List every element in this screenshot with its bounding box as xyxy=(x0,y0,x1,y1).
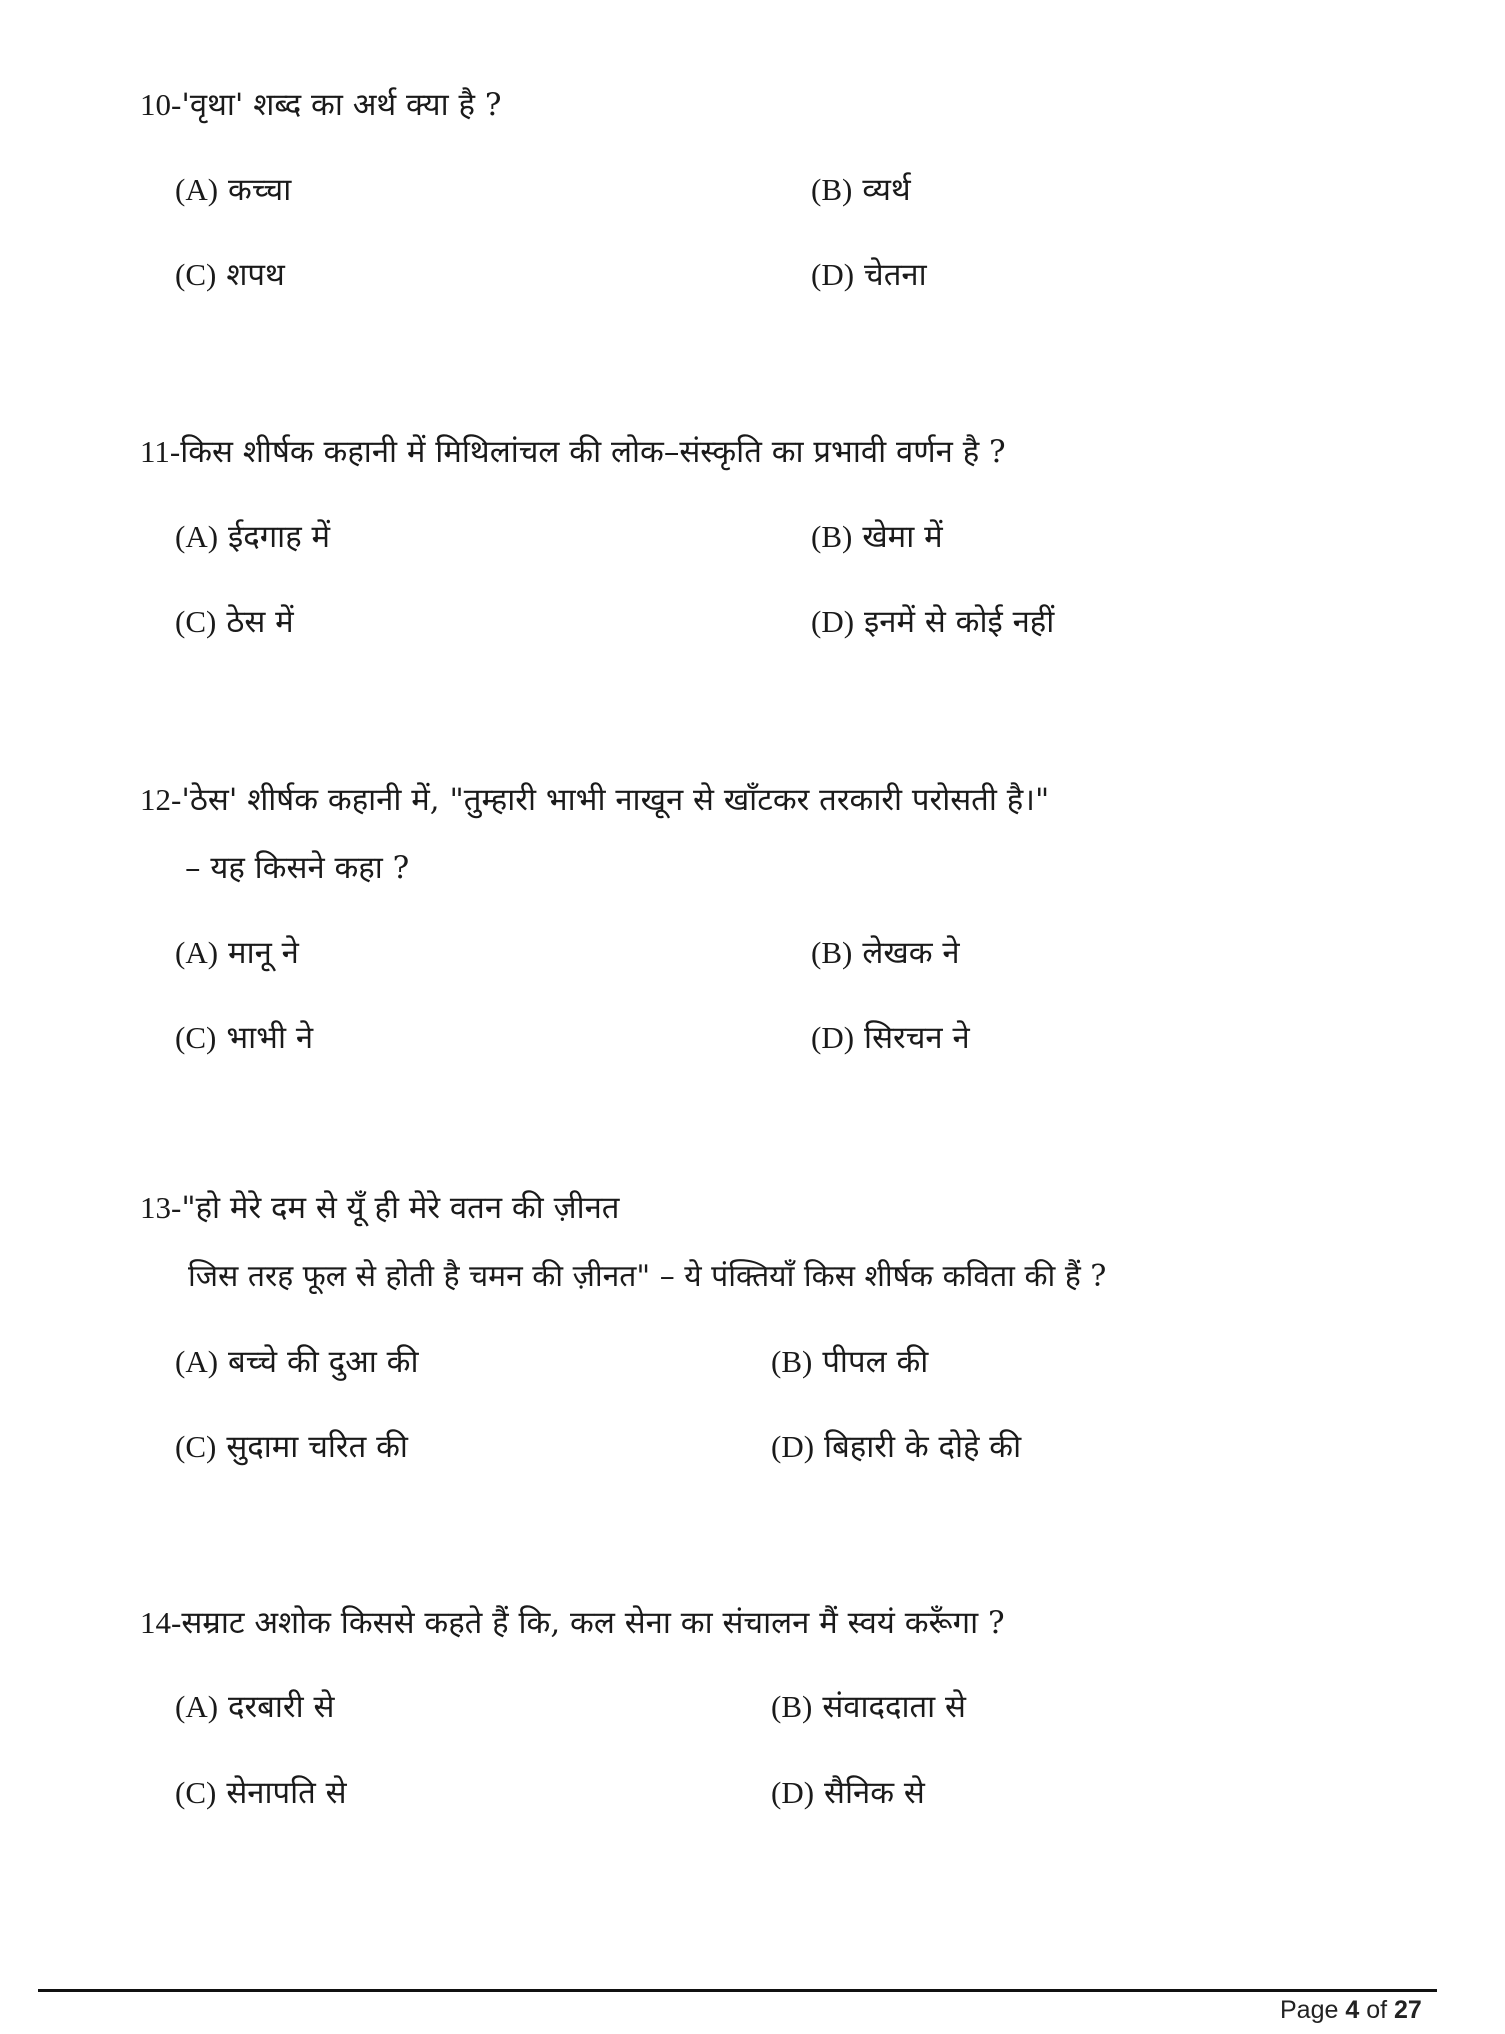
option-label: (C) xyxy=(175,604,217,639)
option-b[interactable] xyxy=(771,1342,928,1382)
option-d[interactable] xyxy=(771,1773,925,1813)
option-text: ईदगाह में xyxy=(228,519,331,555)
option-label: (C) xyxy=(175,1429,217,1464)
option-label: (D) xyxy=(811,257,855,292)
option-text: मानू ने xyxy=(228,935,299,971)
option-a[interactable] xyxy=(175,1342,419,1382)
option-d[interactable] xyxy=(771,1427,1021,1467)
question-number: 12- xyxy=(140,782,182,817)
option-text: कच्चा xyxy=(228,172,292,208)
option-c[interactable] xyxy=(175,602,294,642)
option-b[interactable] xyxy=(811,933,960,973)
option-label: (B) xyxy=(811,519,853,554)
page-prefix: Page xyxy=(1280,1996,1346,2024)
question-text xyxy=(140,1603,1005,1643)
option-c[interactable] xyxy=(175,1018,313,1058)
option-text: भाभी ने xyxy=(226,1020,314,1056)
question-number: 10- xyxy=(140,87,182,122)
option-label: (A) xyxy=(175,1689,219,1724)
option-label: (D) xyxy=(771,1775,815,1810)
option-a[interactable] xyxy=(175,933,299,973)
question-line: किस शीर्षक कहानी में मिथिलांचल की लोक–संस्कृति का प्रभावी वर्णन है ? xyxy=(180,434,1006,470)
option-d[interactable] xyxy=(811,1018,970,1058)
option-text: चेतना xyxy=(864,257,927,293)
option-text: बिहारी के दोहे की xyxy=(824,1429,1022,1465)
option-text: व्यर्थ xyxy=(862,172,911,208)
question-continuation: जिस तरह फूल से होती है चमन की ज़ीनत" – ये पंक्तियाँ किस शीर्षक कविता की हैं ? xyxy=(188,1259,1107,1294)
of-text: of xyxy=(1359,1996,1394,2024)
option-text: सेनापति से xyxy=(226,1775,347,1811)
question-line: सम्राट अशोक किससे कहते हैं कि, कल सेना का संचालन मैं स्वयं करूँगा ? xyxy=(181,1605,1005,1641)
option-label: (D) xyxy=(811,604,855,639)
option-text: पीपल की xyxy=(822,1344,929,1380)
option-label: (C) xyxy=(175,257,217,292)
option-text: ठेस में xyxy=(226,604,294,640)
question-text xyxy=(140,432,1006,472)
option-d[interactable] xyxy=(811,602,1054,642)
question-line: "हो मेरे दम से यूँ ही मेरे वतन की ज़ीनत xyxy=(181,1190,620,1226)
option-label: (A) xyxy=(175,172,219,207)
option-text: संवाददाता से xyxy=(822,1689,967,1725)
option-label: (A) xyxy=(175,519,219,554)
option-label: (C) xyxy=(175,1775,217,1810)
option-label: (C) xyxy=(175,1020,217,1055)
total-pages: 27 xyxy=(1394,1996,1422,2024)
option-b[interactable] xyxy=(811,170,911,210)
option-text: सिरचन ने xyxy=(864,1020,970,1056)
option-text: बच्चे की दुआ की xyxy=(228,1344,419,1380)
option-d[interactable] xyxy=(811,255,927,295)
question-line: 'ठेस' शीर्षक कहानी में, "तुम्हारी भाभी नाखून से खाँटकर तरकारी परोसती है।" xyxy=(181,782,1050,818)
page-number xyxy=(1280,1996,1422,2025)
option-text: सुदामा चरित की xyxy=(226,1429,408,1465)
question-line: 'वृथा' शब्द का अर्थ क्या है ? xyxy=(181,87,502,123)
option-label: (A) xyxy=(175,935,219,970)
question-number: 14- xyxy=(140,1605,182,1640)
option-text: लेखक ने xyxy=(862,935,960,971)
option-label: (D) xyxy=(811,1020,855,1055)
question-continuation: – यह किसने कहा ? xyxy=(185,850,410,886)
option-c[interactable] xyxy=(175,1773,347,1813)
option-text: इनमें से कोई नहीं xyxy=(864,604,1055,640)
question-number: 11- xyxy=(140,434,181,469)
option-text: सैनिक से xyxy=(824,1775,925,1811)
option-a[interactable] xyxy=(175,170,291,210)
option-label: (A) xyxy=(175,1344,219,1379)
option-a[interactable] xyxy=(175,1687,334,1727)
option-label: (D) xyxy=(771,1429,815,1464)
question-text xyxy=(140,1188,619,1228)
option-label: (B) xyxy=(811,172,853,207)
current-page: 4 xyxy=(1345,1996,1360,2024)
option-label: (B) xyxy=(771,1689,813,1724)
question-number: 13- xyxy=(140,1190,182,1225)
option-label: (B) xyxy=(771,1344,813,1379)
option-text: शपथ xyxy=(226,257,285,293)
option-b[interactable] xyxy=(771,1687,966,1727)
option-label: (B) xyxy=(811,935,853,970)
option-b[interactable] xyxy=(811,517,943,557)
option-text: दरबारी से xyxy=(228,1689,335,1725)
option-c[interactable] xyxy=(175,1427,408,1467)
option-c[interactable] xyxy=(175,255,285,295)
question-text xyxy=(140,85,501,125)
question-text xyxy=(140,780,1049,820)
option-text: खेमा में xyxy=(862,519,943,555)
footer-divider xyxy=(38,1989,1437,1992)
option-a[interactable] xyxy=(175,517,330,557)
